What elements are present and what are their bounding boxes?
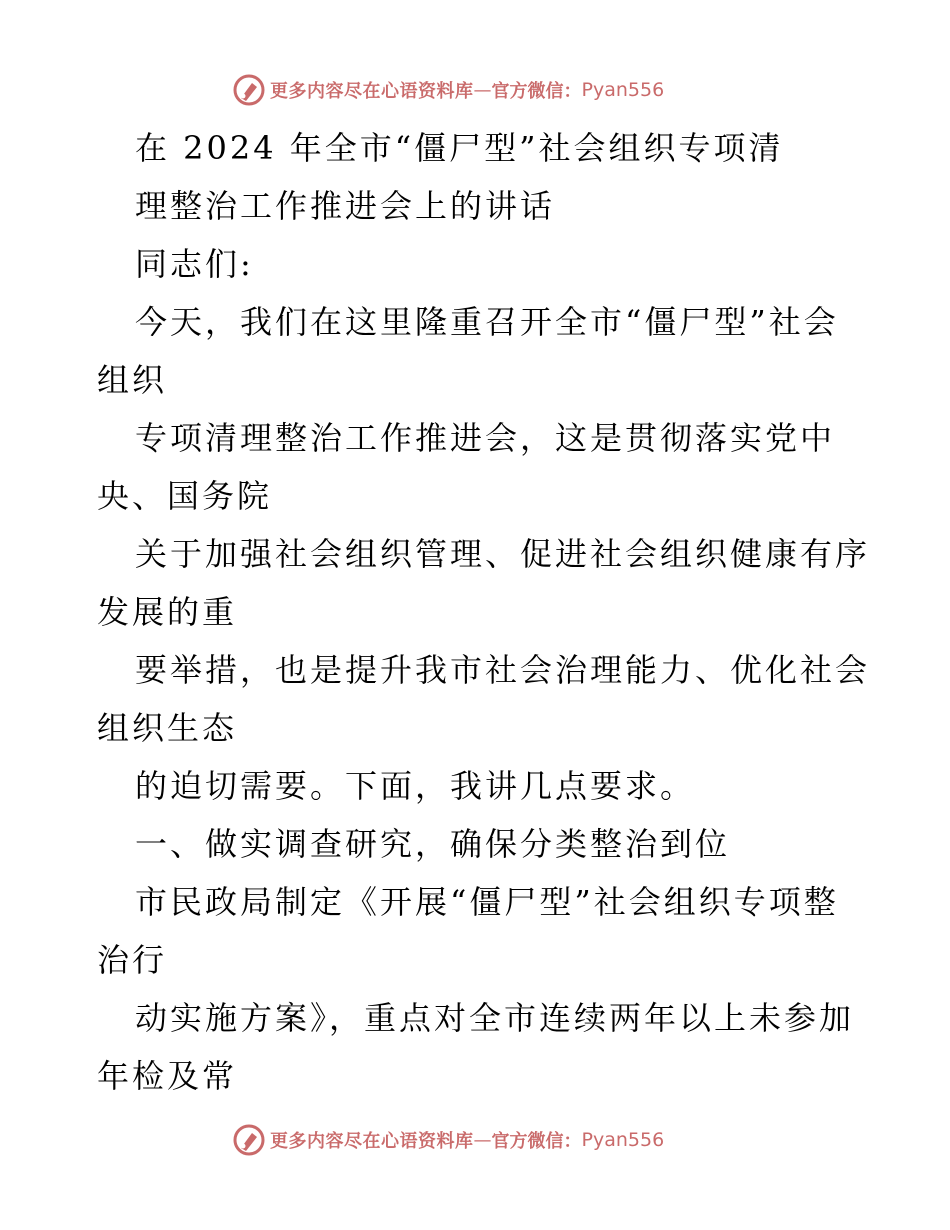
body-line: 发展的重 [97, 593, 238, 631]
watermark-text: 更多内容尽在心语资料库 [270, 81, 474, 102]
body-line: 动实施方案》，重点对全市连续两年以上未参加 [135, 999, 855, 1037]
document-title-line-2: 理整治工作推进会上的讲话 [135, 187, 556, 225]
pen-logo-icon [232, 73, 266, 107]
watermark-header [232, 72, 664, 108]
watermark-wechat-label: 官方微信： [491, 1131, 582, 1152]
body-line: 关于加强社会组织管理、促进社会组织健康有序 [135, 535, 871, 573]
body-line: 央、国务院 [97, 477, 273, 515]
body-line: 组织 [97, 361, 168, 399]
watermark-dash: — [473, 1129, 492, 1151]
body-line: 治行 [97, 941, 168, 979]
watermark-text: 更多内容尽在心语资料库 [270, 1131, 474, 1152]
body-line: 的迫切需要。下面，我讲几点要求。 [135, 767, 696, 805]
body-line: 要举措，也是提升我市社会治理能力、优化社会 [135, 651, 871, 689]
watermark-wechat-id: Pyan556 [581, 1129, 665, 1151]
body-line: 市民政局制定《开展“僵尸型”社会组织专项整 [135, 883, 839, 921]
watermark-footer [232, 1122, 664, 1158]
watermark-wechat-label: 官方微信： [491, 81, 582, 102]
body-line: 组织生态 [97, 709, 238, 747]
watermark-dash: — [473, 79, 492, 101]
section-heading: 一、做实调查研究，确保分类整治到位 [135, 825, 731, 863]
watermark-wechat-id: Pyan556 [581, 79, 665, 101]
body-line: 今天，我们在这里隆重召开全市“僵尸型”社会 [135, 303, 839, 341]
document-title-line-1: 在 2024 年全市“僵尸型”社会组织专项清 [135, 129, 784, 167]
salutation: 同志们: [135, 245, 254, 283]
pen-logo-icon [232, 1123, 266, 1157]
body-line: 专项清理整治工作推进会，这是贯彻落实党中 [135, 419, 836, 457]
body-line: 年检及常 [97, 1057, 238, 1095]
